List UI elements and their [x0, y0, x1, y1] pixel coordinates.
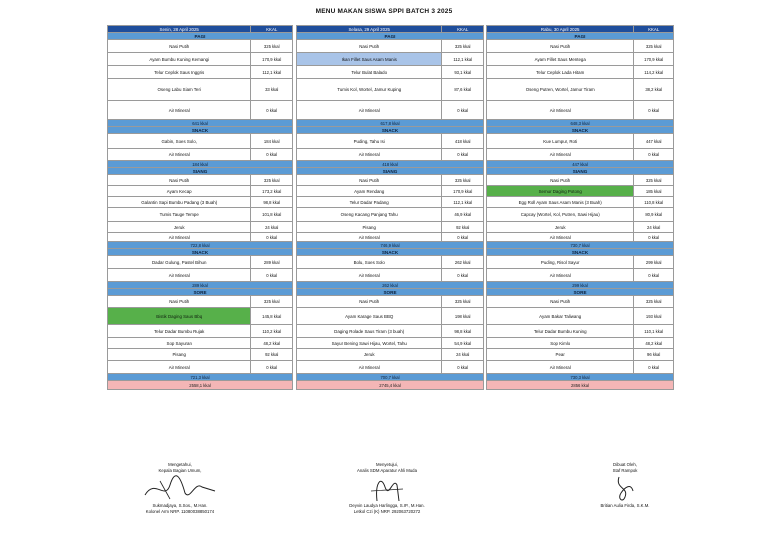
day-total-row — [297, 381, 483, 389]
kcal-value: 80,9 kkal — [633, 208, 673, 221]
food-name: Pisang — [172, 352, 186, 357]
day-total: 2558,1 kkal — [108, 381, 292, 389]
menu-item-row — [297, 361, 483, 374]
kcal-value: 0 kkal — [441, 361, 483, 373]
handwritten-signature — [585, 473, 665, 503]
meal-name: PAGI — [108, 33, 292, 39]
meal-name: SNACK — [297, 249, 483, 255]
food-name: Ayam Karage Saus BBQ — [345, 313, 394, 319]
menu-item-row — [487, 361, 673, 374]
day-column-1 — [107, 25, 293, 390]
meal-subtotal: 730,3 kkal — [487, 374, 673, 380]
food-name: Air Mineral — [358, 364, 380, 370]
meal-header-row — [297, 249, 483, 256]
kcal-value: 0 kkal — [633, 269, 673, 281]
day-label: Selasa, 29 April 2025 — [297, 26, 441, 32]
food-name: Ayam Rendang — [354, 188, 385, 194]
menu-item-row — [297, 349, 483, 361]
kcal-value: 193 kkal — [633, 308, 673, 324]
signature-name: Sukmadjaya, S.Sos., M.Han. — [152, 503, 208, 509]
food-name: Nasi Putih — [169, 299, 190, 304]
food-name: Nasi Putih — [359, 43, 380, 49]
kcal-value: 170,9 kkal — [633, 53, 673, 65]
menu-item-row — [487, 53, 673, 66]
food-name: Ikan Fillet Saus Asam Manis — [297, 53, 441, 65]
meal-subtotal: 418 kkal — [297, 161, 483, 167]
meal-subtotal: 648,3 kkal — [487, 120, 673, 126]
kcal-value: 0 kkal — [633, 101, 673, 119]
menu-item-row — [108, 233, 292, 242]
kcal-value: 112,1 kkal — [441, 197, 483, 207]
signature-block-1 — [120, 462, 240, 514]
signature-block-3 — [565, 462, 685, 509]
meal-subtotal-row — [297, 242, 483, 249]
day-total-row — [487, 381, 673, 389]
kcal-value: 170,9 kkal — [250, 53, 292, 65]
food-name: Telur Dadar Bumbu Kuning — [533, 328, 587, 334]
food-name: Puding, Risol Sayur — [540, 259, 580, 265]
meal-subtotal-row — [487, 120, 673, 127]
meal-subtotal: 289 kkal — [108, 282, 292, 288]
signature-rank: Letkol Czi (K) NRP. 292063720272 — [353, 508, 421, 514]
meal-header-row — [487, 33, 673, 40]
kcal-value: 0 kkal — [250, 101, 292, 119]
meal-subtotal: 730,7 kkal — [487, 242, 673, 248]
food-name: Air Mineral — [549, 107, 571, 113]
meal-name: SNACK — [487, 127, 673, 133]
meal-subtotal: 721,3 kkal — [108, 374, 292, 380]
meal-subtotal-row — [487, 374, 673, 381]
meal-subtotal-row — [297, 282, 483, 289]
menu-item-row — [297, 101, 483, 120]
kcal-value: 0 kkal — [633, 233, 673, 241]
kcal-value: 0 kkal — [441, 233, 483, 241]
menu-item-row — [487, 233, 673, 242]
food-name: Pisang — [362, 224, 376, 230]
handwritten-signature — [347, 473, 427, 503]
food-name: Nasi Putih — [169, 43, 190, 49]
kcal-value: 299 kkal — [633, 256, 673, 268]
kcal-value: 325 kkal — [441, 296, 483, 307]
meal-header-row — [297, 33, 483, 40]
day-header-row — [487, 26, 673, 33]
menu-item-row — [487, 325, 673, 338]
menu-item-row — [297, 233, 483, 242]
food-name: Bistik Daging Saus Bbq — [108, 308, 250, 324]
food-name: Air Mineral — [168, 152, 190, 157]
food-name: Air Mineral — [168, 234, 190, 240]
meal-subtotal: 746,9 kkal — [297, 242, 483, 248]
menu-item-row — [108, 53, 292, 66]
meal-subtotal-row — [108, 120, 292, 127]
meal-subtotal-row — [108, 242, 292, 249]
menu-item-row — [487, 149, 673, 161]
food-name: Air Mineral — [168, 107, 190, 113]
food-name: Nasi Putih — [359, 299, 380, 304]
meal-header-row — [108, 33, 292, 40]
kcal-value: 112,1 kkal — [250, 66, 292, 78]
menu-item-row — [108, 79, 292, 101]
kcal-value: 325 kkal — [441, 40, 483, 52]
day-total: 2856 kkal — [487, 381, 673, 389]
food-name: Daging Rolade Saus Tiram (3 buah) — [334, 328, 405, 334]
menu-item-row — [108, 256, 292, 269]
food-name: Egg Roll Ayam Saus Asam Manis (3 Buah) — [518, 199, 602, 205]
food-name: Ayam Bakar Taliwang — [539, 313, 582, 319]
menu-item-row — [487, 208, 673, 222]
food-name: Puding, Tahu Isi — [353, 138, 385, 144]
meal-subtotal: 617,8 kkal — [297, 120, 483, 126]
meal-subtotal-row — [108, 282, 292, 289]
menu-item-row — [108, 186, 292, 197]
menu-item-row — [108, 175, 292, 186]
meal-header-row — [108, 249, 292, 256]
kcal-value: 185 kkal — [633, 186, 673, 196]
menu-item-row — [487, 40, 673, 53]
signature-role: Menyetujui, — [376, 462, 398, 467]
day-label: Rabu, 30 April 2025 — [487, 26, 633, 32]
meal-name: SORE — [108, 289, 292, 295]
food-name: Telur Ceplok Lada Hitam — [536, 69, 585, 75]
kcal-value: 0 kkal — [250, 233, 292, 241]
kcal-value: 184 kkal — [250, 134, 292, 148]
meal-header-row — [297, 127, 483, 134]
menu-item-row — [297, 269, 483, 282]
menu-item-row — [297, 175, 483, 186]
food-name: Dadar Gulung, Pastel Bihun — [151, 259, 207, 265]
page-title: MENU MAKAN SISWA SPPI BATCH 3 2025 — [315, 8, 453, 15]
meal-header-row — [487, 249, 673, 256]
meal-subtotal: 299 kkal — [487, 282, 673, 288]
menu-item-row — [487, 79, 673, 101]
kcal-value: 325 kkal — [633, 175, 673, 185]
food-name: Pear — [555, 352, 565, 357]
meal-name: SNACK — [297, 127, 483, 133]
kcal-value: 145,8 kkal — [250, 308, 292, 324]
kcal-header: KKAL — [633, 26, 673, 32]
menu-item-row — [108, 149, 292, 161]
meal-subtotal-row — [297, 120, 483, 127]
kcal-value: 48,2 kkal — [633, 338, 673, 348]
meal-subtotal-row — [108, 161, 292, 168]
menu-item-row — [297, 186, 483, 197]
menu-item-row — [297, 40, 483, 53]
food-name: Air Mineral — [168, 364, 190, 370]
menu-item-row — [487, 134, 673, 149]
day-total-row — [108, 381, 292, 389]
meal-name: SNACK — [487, 249, 673, 255]
menu-item-row — [487, 349, 673, 361]
kcal-header: KKAL — [441, 26, 483, 32]
food-name: Jeruk — [363, 352, 375, 357]
menu-item-row — [108, 325, 292, 338]
day-header-row — [297, 26, 483, 33]
food-name: Jeruk — [173, 224, 185, 230]
signature-title: Staf Rampok — [612, 467, 638, 473]
signature-block-2 — [322, 462, 452, 514]
food-name: Nasi Putih — [550, 43, 571, 49]
meal-subtotal-row — [487, 242, 673, 249]
meal-name: SIANG — [297, 168, 483, 174]
food-name: Kue Lumpur, Roti — [543, 138, 578, 144]
kcal-value: 0 kkal — [250, 269, 292, 281]
kcal-value: 170,9 kkal — [441, 186, 483, 196]
menu-item-row — [297, 149, 483, 161]
day-total: 2745,4 kkal — [297, 381, 483, 389]
kcal-value: 98,8 kkal — [250, 197, 292, 207]
kcal-value: 24 kkal — [441, 349, 483, 360]
meal-subtotal: 262 kkal — [297, 282, 483, 288]
meal-name: SORE — [297, 289, 483, 295]
kcal-value: 325 kkal — [633, 296, 673, 307]
kcal-value: 198 kkal — [441, 308, 483, 324]
kcal-value: 48,2 kkal — [250, 338, 292, 348]
signature-title: Kepala Bagian Umum, — [158, 467, 202, 473]
menu-item-row — [487, 197, 673, 208]
kcal-value: 0 kkal — [633, 149, 673, 160]
meal-subtotal: 641 kkal — [108, 120, 292, 126]
meal-name: SORE — [487, 289, 673, 295]
menu-item-row — [297, 134, 483, 149]
menu-item-row — [297, 308, 483, 325]
menu-item-row — [297, 256, 483, 269]
kcal-value: 0 kkal — [441, 101, 483, 119]
food-name: Gabin, Soes Solo, — [161, 138, 197, 144]
food-name: Ayam Fillet Saus Mentega — [534, 56, 586, 62]
kcal-value: 325 kkal — [250, 296, 292, 307]
signature-name: Britian Aulia Firda, S.K.M. — [600, 503, 650, 509]
food-name: Nasi Putih — [359, 177, 380, 183]
menu-item-row — [297, 296, 483, 308]
meal-subtotal-row — [297, 374, 483, 381]
signature-rank: Kolonel Arm NRP. 11080038850174 — [145, 508, 215, 514]
signature-title: Analis SDM Aparatur Ahli Muda — [357, 467, 417, 473]
food-name: Air Mineral — [168, 272, 190, 278]
meal-header-row — [108, 168, 292, 175]
kcal-value: 325 kkal — [250, 40, 292, 52]
menu-item-row — [108, 349, 292, 361]
food-name: Sayur Bening Sawi Hijau, Wortel, Tahu — [331, 340, 407, 346]
menu-item-row — [108, 101, 292, 120]
food-name: Air Mineral — [549, 364, 571, 370]
food-name: Telur Dadar Bumbu Rujak — [154, 328, 205, 334]
food-name: Nasi Putih — [550, 177, 571, 183]
food-name: Oseng Putren, Wortel, Jamur Tiram — [525, 87, 595, 92]
kcal-value: 110,1 kkal — [633, 325, 673, 337]
handwritten-signature — [140, 473, 220, 503]
menu-item-row — [487, 269, 673, 282]
kcal-value: 46,9 kkal — [441, 208, 483, 221]
menu-item-row — [487, 256, 673, 269]
meal-name: SIANG — [487, 168, 673, 174]
meal-subtotal-row — [108, 374, 292, 381]
day-column-2 — [296, 25, 484, 390]
kcal-value: 325 kkal — [441, 175, 483, 185]
menu-item-row — [108, 40, 292, 53]
meal-name: PAGI — [487, 33, 673, 39]
kcal-header: KKAL — [250, 26, 292, 32]
menu-item-row — [487, 66, 673, 79]
kcal-value: 447 kkal — [633, 134, 673, 148]
meal-header-row — [297, 289, 483, 296]
menu-item-row — [487, 308, 673, 325]
meal-subtotal-row — [487, 282, 673, 289]
food-name: Semur Daging Potong — [487, 186, 633, 196]
menu-item-row — [108, 222, 292, 233]
food-name: Sop Sayuran — [166, 340, 192, 346]
food-name: Telur Dadar Padang — [349, 199, 389, 205]
kcal-value: 112,1 kkal — [441, 53, 483, 65]
kcal-value: 0 kkal — [633, 361, 673, 373]
kcal-value: 325 kkal — [633, 40, 673, 52]
food-name: Telur Ceplok Saus Inggris — [154, 69, 205, 75]
menu-item-row — [297, 79, 483, 101]
menu-item-row — [108, 66, 292, 79]
kcal-value: 98,8 kkal — [441, 325, 483, 337]
signature-role: Dibuat Oleh, — [613, 462, 637, 467]
kcal-value: 33 kkal — [250, 79, 292, 100]
food-name: Oseng Labu Siam Teri — [157, 87, 201, 92]
kcal-value: 0 kkal — [441, 149, 483, 160]
menu-item-row — [297, 325, 483, 338]
food-name: Telur Bulat Balado — [351, 69, 388, 75]
kcal-value: 0 kkal — [250, 149, 292, 160]
menu-item-row — [297, 338, 483, 349]
menu-item-row — [487, 222, 673, 233]
food-name: Sop Kimlo — [550, 340, 571, 346]
menu-item-row — [108, 296, 292, 308]
food-name: Air Mineral — [358, 234, 380, 240]
menu-item-row — [487, 338, 673, 349]
meal-subtotal-row — [297, 161, 483, 168]
kcal-value: 110,8 kkal — [633, 197, 673, 207]
menu-item-row — [108, 338, 292, 349]
meal-subtotal: 184 kkal — [108, 161, 292, 167]
kcal-value: 92 kkal — [250, 349, 292, 360]
food-name: Air Mineral — [358, 152, 380, 157]
menu-item-row — [297, 222, 483, 233]
kcal-value: 110,2 kkal — [250, 325, 292, 337]
food-name: Bolu, Soes Solo — [353, 259, 385, 265]
kcal-value: 289 kkal — [250, 256, 292, 268]
kcal-value: 96 kkal — [633, 349, 673, 360]
food-name: Galantin Sapi Bumbu Padang (3 Buah) — [141, 199, 218, 205]
kcal-value: 418 kkal — [441, 134, 483, 148]
kcal-value: 92 kkal — [441, 222, 483, 232]
kcal-value: 24 kkal — [250, 222, 292, 232]
meal-header-row — [487, 168, 673, 175]
day-header-row — [108, 26, 292, 33]
meal-subtotal: 722,8 kkal — [108, 242, 292, 248]
food-name: Tumis Kol, Wortel, Jamur Kuping — [337, 87, 402, 92]
kcal-value: 0 kkal — [441, 269, 483, 281]
food-name: Capcay (Wortel, Kol, Putren, Sawi Hijau) — [520, 212, 600, 217]
food-name: Air Mineral — [358, 272, 380, 278]
food-name: Jeruk — [554, 224, 566, 230]
food-name: Air Mineral — [549, 152, 571, 157]
menu-item-row — [108, 269, 292, 282]
food-name: Ayam Kecap — [166, 188, 192, 194]
menu-item-row — [487, 296, 673, 308]
menu-item-row — [108, 361, 292, 374]
meal-header-row — [487, 127, 673, 134]
menu-item-row — [297, 53, 483, 66]
menu-item-row — [108, 208, 292, 222]
food-name: Air Mineral — [549, 272, 571, 278]
kcal-value: 87,6 kkal — [441, 79, 483, 100]
meal-name: SNACK — [108, 127, 292, 133]
meal-header-row — [108, 289, 292, 296]
day-column-3 — [486, 25, 674, 390]
menu-item-row — [487, 101, 673, 120]
menu-item-row — [487, 175, 673, 186]
kcal-value: 114,2 kkal — [633, 66, 673, 78]
food-name: Ayam Bumbu Kuning Kemangi — [149, 56, 210, 62]
meal-header-row — [108, 127, 292, 134]
menu-item-row — [297, 66, 483, 79]
menu-item-row — [108, 308, 292, 325]
food-name: Air Mineral — [549, 234, 571, 240]
food-name: Air Mineral — [358, 107, 380, 113]
signature-name: Deyvin Laudya Harlingga, S.IP., M.Han. — [349, 503, 425, 509]
meal-name: PAGI — [297, 33, 483, 39]
menu-item-row — [108, 134, 292, 149]
meal-header-row — [297, 168, 483, 175]
kcal-value: 173,2 kkal — [250, 186, 292, 196]
kcal-value: 0 kkal — [250, 361, 292, 373]
meal-subtotal: 447 kkal — [487, 161, 673, 167]
kcal-value: 101,8 kkal — [250, 208, 292, 221]
food-name: Oseng Kacang Panjang Tahu — [340, 212, 398, 217]
kcal-value: 325 kkal — [250, 175, 292, 185]
menu-item-row — [297, 208, 483, 222]
kcal-value: 24 kkal — [633, 222, 673, 232]
kcal-value: 54,9 kkal — [441, 338, 483, 348]
menu-item-row — [108, 197, 292, 208]
meal-name: SNACK — [108, 249, 292, 255]
menu-item-row — [487, 186, 673, 197]
meal-name: SIANG — [108, 168, 292, 174]
food-name: Nasi Putih — [169, 177, 190, 183]
kcal-value: 93,1 kkal — [441, 66, 483, 78]
menu-item-row — [297, 197, 483, 208]
meal-subtotal-row — [487, 161, 673, 168]
meal-subtotal: 700,7 kkal — [297, 374, 483, 380]
kcal-value: 38,2 kkal — [633, 79, 673, 100]
meal-header-row — [487, 289, 673, 296]
food-name: Tumis Tauge Tempe — [159, 212, 199, 217]
kcal-value: 262 kkal — [441, 256, 483, 268]
day-label: Senin, 28 April 2025 — [108, 26, 250, 32]
signature-role: Mengetahui, — [168, 462, 192, 467]
food-name: Nasi Putih — [550, 299, 571, 304]
